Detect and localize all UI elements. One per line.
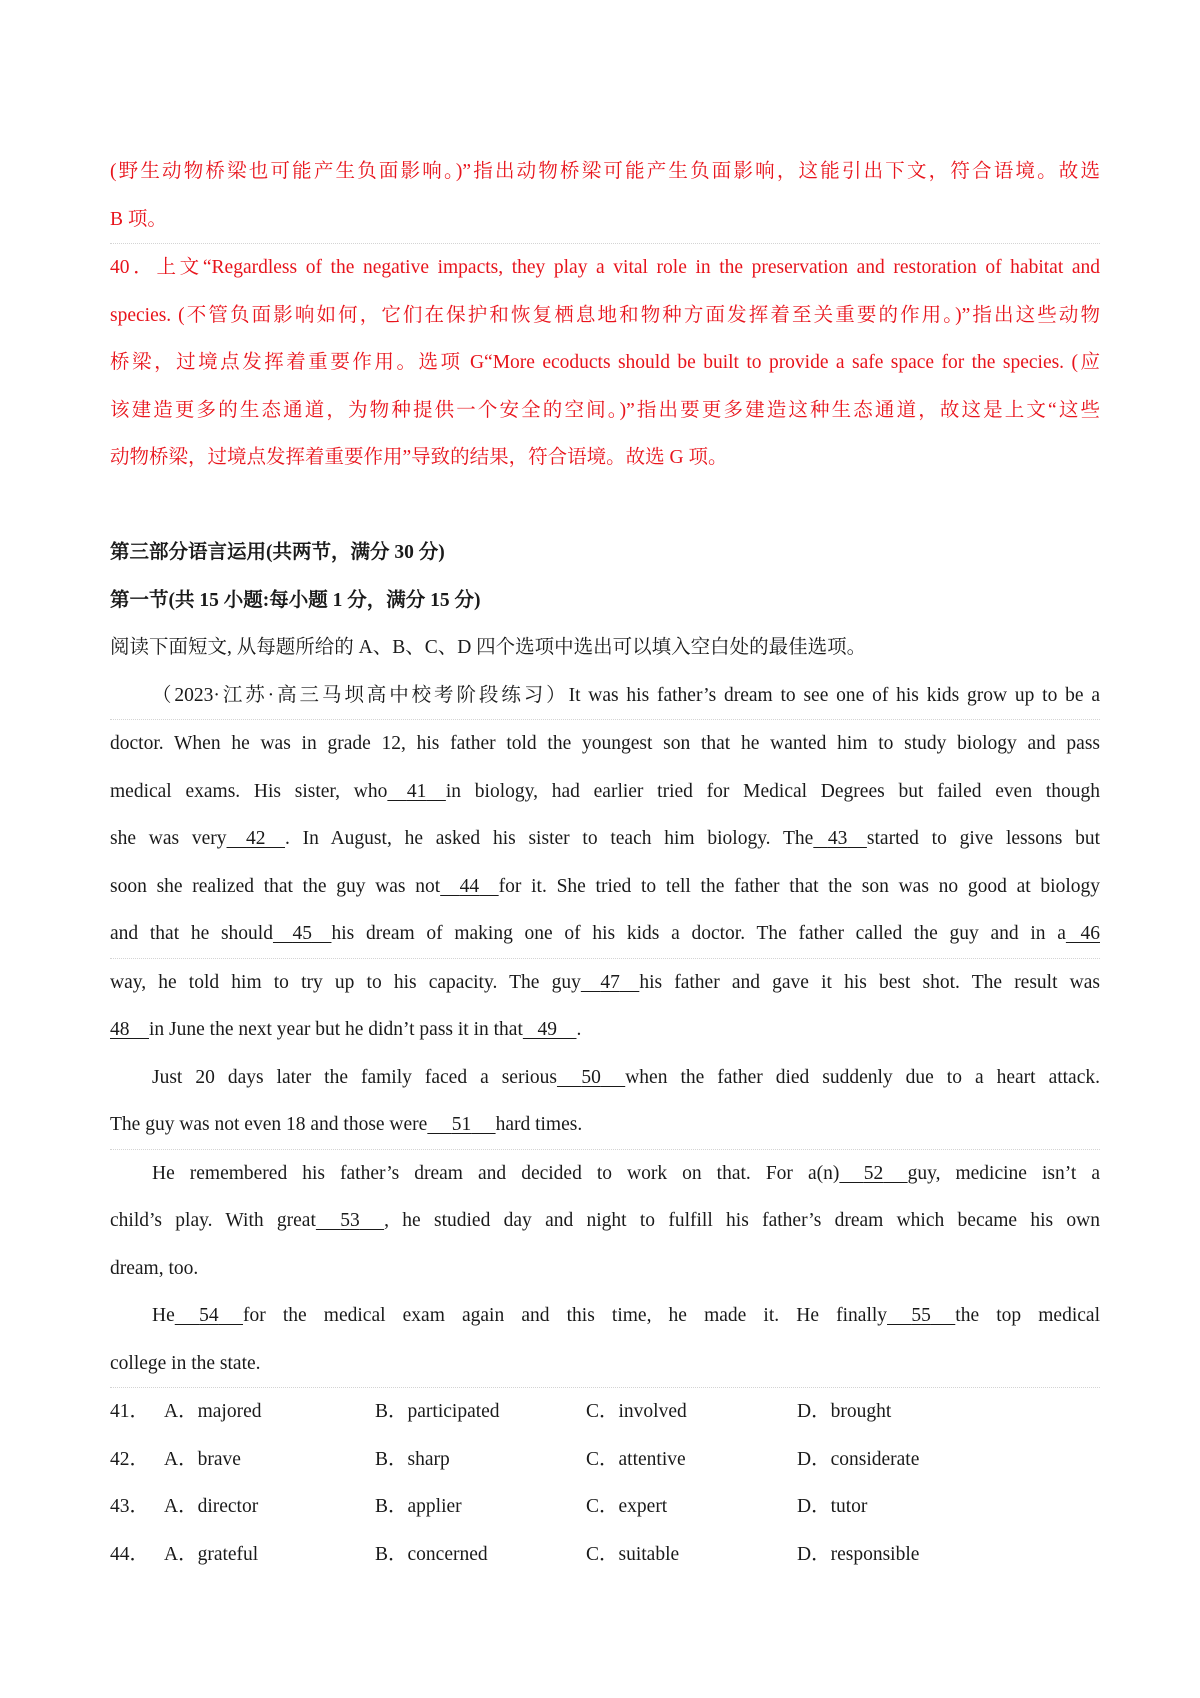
- document-page: [110, 148, 1100, 1578]
- passage-line: way, he told him to try up to his capacity. The guy 47 his father and gave it his best shot. The result was: [110, 959, 1100, 1007]
- blank-55: 55: [911, 1305, 931, 1326]
- option-b: B．sharp: [375, 1448, 450, 1470]
- passage-line: 48 in June the next year but he didn’t pass it in that 49 .: [110, 1006, 1100, 1054]
- blank-52: 52: [863, 1162, 884, 1184]
- blank-53: 53: [340, 1210, 360, 1231]
- passage-source: （2023·江苏·高三马坝高中校考阶段练习）: [152, 684, 569, 706]
- passage-line: The guy was not even 18 and those were 51 hard times.: [110, 1101, 1100, 1150]
- passage-line: and that he should 45 his dream of making one of his kids a doctor. The father called the guy and in a 46: [110, 910, 1100, 959]
- passage-line: soon she realized that the guy was not 44 for it. She tried to tell the father that the son was no good at biology: [110, 863, 1100, 911]
- passage-line: college in the state.: [110, 1340, 1100, 1389]
- passage-line: she was very 42 . In August, he asked his sister to teach him biology. The 43 started to give lessons but: [110, 815, 1100, 863]
- option-d: D．considerate: [797, 1448, 920, 1470]
- option-b: B．participated: [375, 1401, 500, 1422]
- blank-47: 47: [600, 971, 620, 993]
- option-d: D．responsible: [797, 1543, 920, 1565]
- blank-50: 50: [581, 1066, 601, 1088]
- part-title: 第三部分语言运用(共两节，满分 30 分): [110, 542, 445, 563]
- passage-line: He 54 for the medical exam again and this time, he made it. He finally 55 the top medical: [110, 1292, 1100, 1340]
- instruction: 阅读下面短文, 从每题所给的 A、B、C、D 四个选项中选出可以填入空白处的最佳选项。: [110, 637, 867, 658]
- question-43-options: [110, 1483, 1100, 1531]
- blank-46: 46: [1080, 923, 1100, 944]
- option-a: A．majored: [164, 1401, 262, 1422]
- question-number: 41．: [110, 1401, 150, 1422]
- option-a: A．director: [164, 1496, 259, 1517]
- option-c: C．involved: [586, 1401, 687, 1422]
- passage-line: medical exams. His sister, who 41 in biology, had earlier tried for Medical Degrees but failed even though: [110, 768, 1100, 816]
- blank-48: 48: [110, 1019, 130, 1040]
- option-a: A．grateful: [164, 1543, 259, 1565]
- option-b: B．concerned: [375, 1543, 488, 1565]
- answer-40-line-4: 该建造更多的生态通道，为物种提供一个安全的空间。)”指出要更多建造这种生态通道，故这是上文“这些: [110, 399, 1100, 421]
- blank-54: 54: [199, 1305, 219, 1326]
- option-c: C．attentive: [586, 1448, 686, 1470]
- blank-49: 49: [537, 1019, 557, 1040]
- answer-40-line-3: 桥梁，过境点发挥着重要作用。选项 G“More ecoducts should be built to provide a safe space for the species. (应: [110, 352, 1100, 373]
- question-42-options: [110, 1436, 1100, 1484]
- option-a: A．brave: [164, 1448, 241, 1470]
- passage-line: Just 20 days later the family faced a serious 50 when the father died suddenly due to a heart attack.: [110, 1054, 1100, 1102]
- question-number: 43．: [110, 1496, 150, 1517]
- option-c: C．expert: [586, 1496, 668, 1517]
- answer-40-line-5: 动物桥梁，过境点发挥着重要作用”导致的结果，符合语境。故选 G 项。: [110, 447, 728, 468]
- question-number: 44．: [110, 1543, 150, 1565]
- option-d: D．tutor: [797, 1496, 868, 1517]
- passage-line: dream, too.: [110, 1257, 199, 1279]
- spacer: [110, 482, 1100, 530]
- section-subtitle: 第一节(共 15 小题:每小题 1 分，满分 15 分): [110, 589, 481, 611]
- answer-39-tail-line-2: B 项。: [110, 196, 1100, 245]
- passage-line: child’s play. With great 53 , he studied day and night to fulfill his father’s dream which became his own: [110, 1197, 1100, 1245]
- blank-44: 44: [459, 875, 480, 897]
- passage-line: doctor. When he was in grade 12, his father told the youngest son that he wanted him to study biology and pass: [110, 733, 1100, 754]
- question-number: 42．: [110, 1448, 150, 1470]
- option-d: D．brought: [797, 1401, 892, 1422]
- answer-40-line-1: 40．上文“Regardless of the negative impacts, they play a vital role in the preservation and restoration of habitat and: [110, 257, 1100, 278]
- option-b: B．applier: [375, 1496, 462, 1517]
- passage-line: He remembered his father’s dream and decided to work on that. For a(n) 52 guy, medicine isn’t a: [110, 1150, 1100, 1198]
- blank-45: 45: [292, 923, 312, 944]
- question-41-options: [110, 1388, 1100, 1436]
- answer-40-line-2: species. (不管负面影响如何，它们在保护和恢复栖息地和物种方面发挥着至关重要的作用。)”指出这些动物: [110, 304, 1100, 326]
- blank-41: 41: [406, 780, 427, 802]
- blank-42: 42: [246, 828, 266, 849]
- option-c: C．suitable: [586, 1543, 680, 1565]
- question-44-options: [110, 1531, 1100, 1579]
- answer-39-tail-line-1: (野生动物桥梁也可能产生负面影响。)”指出动物桥梁可能产生负面影响，这能引出下文，符合语境。故选: [110, 161, 1100, 182]
- passage-line: （2023·江苏·高三马坝高中校考阶段练习）It was his father’s dream to see one of his kids grow up to be a: [110, 672, 1100, 721]
- blank-51: 51: [451, 1114, 472, 1135]
- blank-43: 43: [827, 828, 848, 849]
